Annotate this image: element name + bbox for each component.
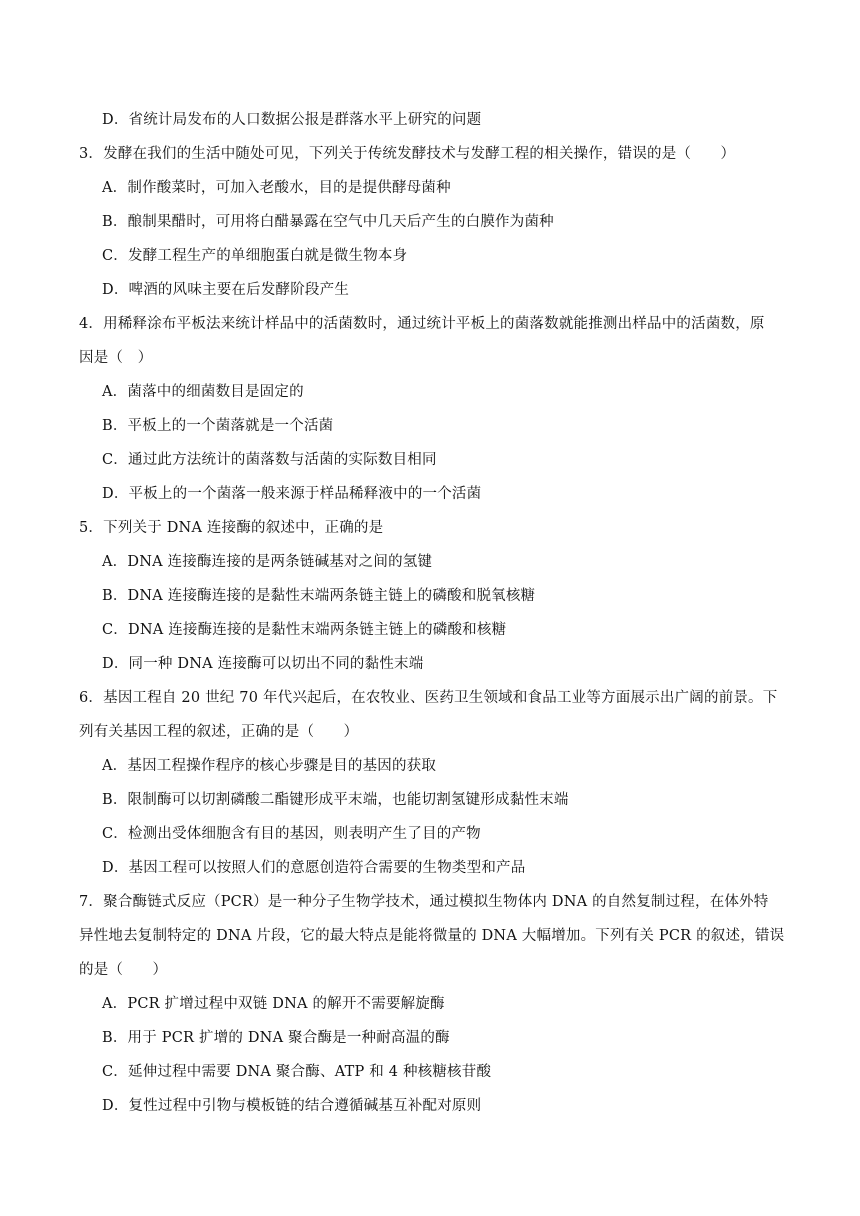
q3-option-a: A．制作酸菜时，可加入老酸水，目的是提供酵母菌种 (102, 180, 451, 196)
q5-option-b: B．DNA 连接酶连接的是黏性末端两条链主链上的磷酸和脱氧核糖 (102, 588, 536, 604)
q6-stem-line-1: 6．基因工程自 20 世纪 70 年代兴起后，在农牧业、医药卫生领域和食品工业等方面展示出广阔的前景。下 (79, 690, 778, 706)
q5-option-a: A．DNA 连接酶连接的是两条链碱基对之间的氢键 (102, 554, 433, 570)
q3-option-b: B．酿制果醋时，可用将白醋暴露在空气中几天后产生的白膜作为菌种 (102, 214, 554, 230)
q4-option-a: A．菌落中的细菌数目是固定的 (102, 384, 304, 400)
q5-option-d: D．同一种 DNA 连接酶可以切出不同的黏性末端 (102, 656, 424, 672)
q7-option-a: A．PCR 扩增过程中双链 DNA 的解开不需要解旋酶 (102, 996, 445, 1012)
q7-option-c: C．延伸过程中需要 DNA 聚合酶、ATP 和 4 种核糖核苷酸 (102, 1064, 492, 1080)
q6-option-c: C．检测出受体细胞含有目的基因，则表明产生了目的产物 (102, 826, 481, 842)
q5-stem-line-1: 5．下列关于 DNA 连接酶的叙述中，正确的是 (79, 520, 384, 536)
q6-option-b: B．限制酶可以切割磷酸二酯键形成平末端，也能切割氢键形成黏性末端 (102, 792, 569, 808)
q7-stem-line-1: 7．聚合酶链式反应（PCR）是一种分子生物学技术，通过模拟生物体内 DNA 的自然复制过程，在体外特 (79, 894, 769, 910)
q7-stem-line-2: 异性地去复制特定的 DNA 片段，它的最大特点是能将微量的 DNA 大幅增加。下列有关 PCR 的叙述，错误 (79, 928, 785, 944)
q3-stem-line-1: 3．发酵在我们的生活中随处可见，下列关于传统发酵技术与发酵工程的相关操作，错误的是（ ） (79, 146, 736, 162)
q7-stem-line-3: 的是（ ） (79, 962, 168, 978)
q3-option-d: D．啤酒的风味主要在后发酵阶段产生 (102, 282, 350, 298)
q6-option-a: A．基因工程操作程序的核心步骤是目的基因的获取 (102, 758, 437, 774)
q5-option-c: C．DNA 连接酶连接的是黏性末端两条链主链上的磷酸和核糖 (102, 622, 507, 638)
q4-stem-line-1: 4．用稀释涂布平板法来统计样品中的活菌数时，通过统计平板上的菌落数就能推测出样品中的活菌数，原 (79, 316, 765, 332)
q7-option-d: D．复性过程中引物与模板链的结合遵循碱基互补配对原则 (102, 1098, 482, 1114)
q4-option-d: D．平板上的一个菌落一般来源于样品稀释液中的一个活菌 (102, 486, 482, 502)
q3-option-c: C．发酵工程生产的单细胞蛋白就是微生物本身 (102, 248, 408, 264)
q6-option-d: D．基因工程可以按照人们的意愿创造符合需要的生物类型和产品 (102, 860, 526, 876)
q7-option-b: B．用于 PCR 扩增的 DNA 聚合酶是一种耐高温的酶 (102, 1030, 450, 1046)
q4-option-b: B．平板上的一个菌落就是一个活菌 (102, 418, 334, 434)
q6-stem-line-2: 列有关基因工程的叙述，正确的是（ ） (79, 724, 359, 740)
q2-option-d: D．省统计局发布的人口数据公报是群落水平上研究的问题 (102, 112, 482, 128)
q4-stem-line-2: 因是（ ） (79, 350, 153, 366)
q4-option-c: C．通过此方法统计的菌落数与活菌的实际数目相同 (102, 452, 437, 468)
